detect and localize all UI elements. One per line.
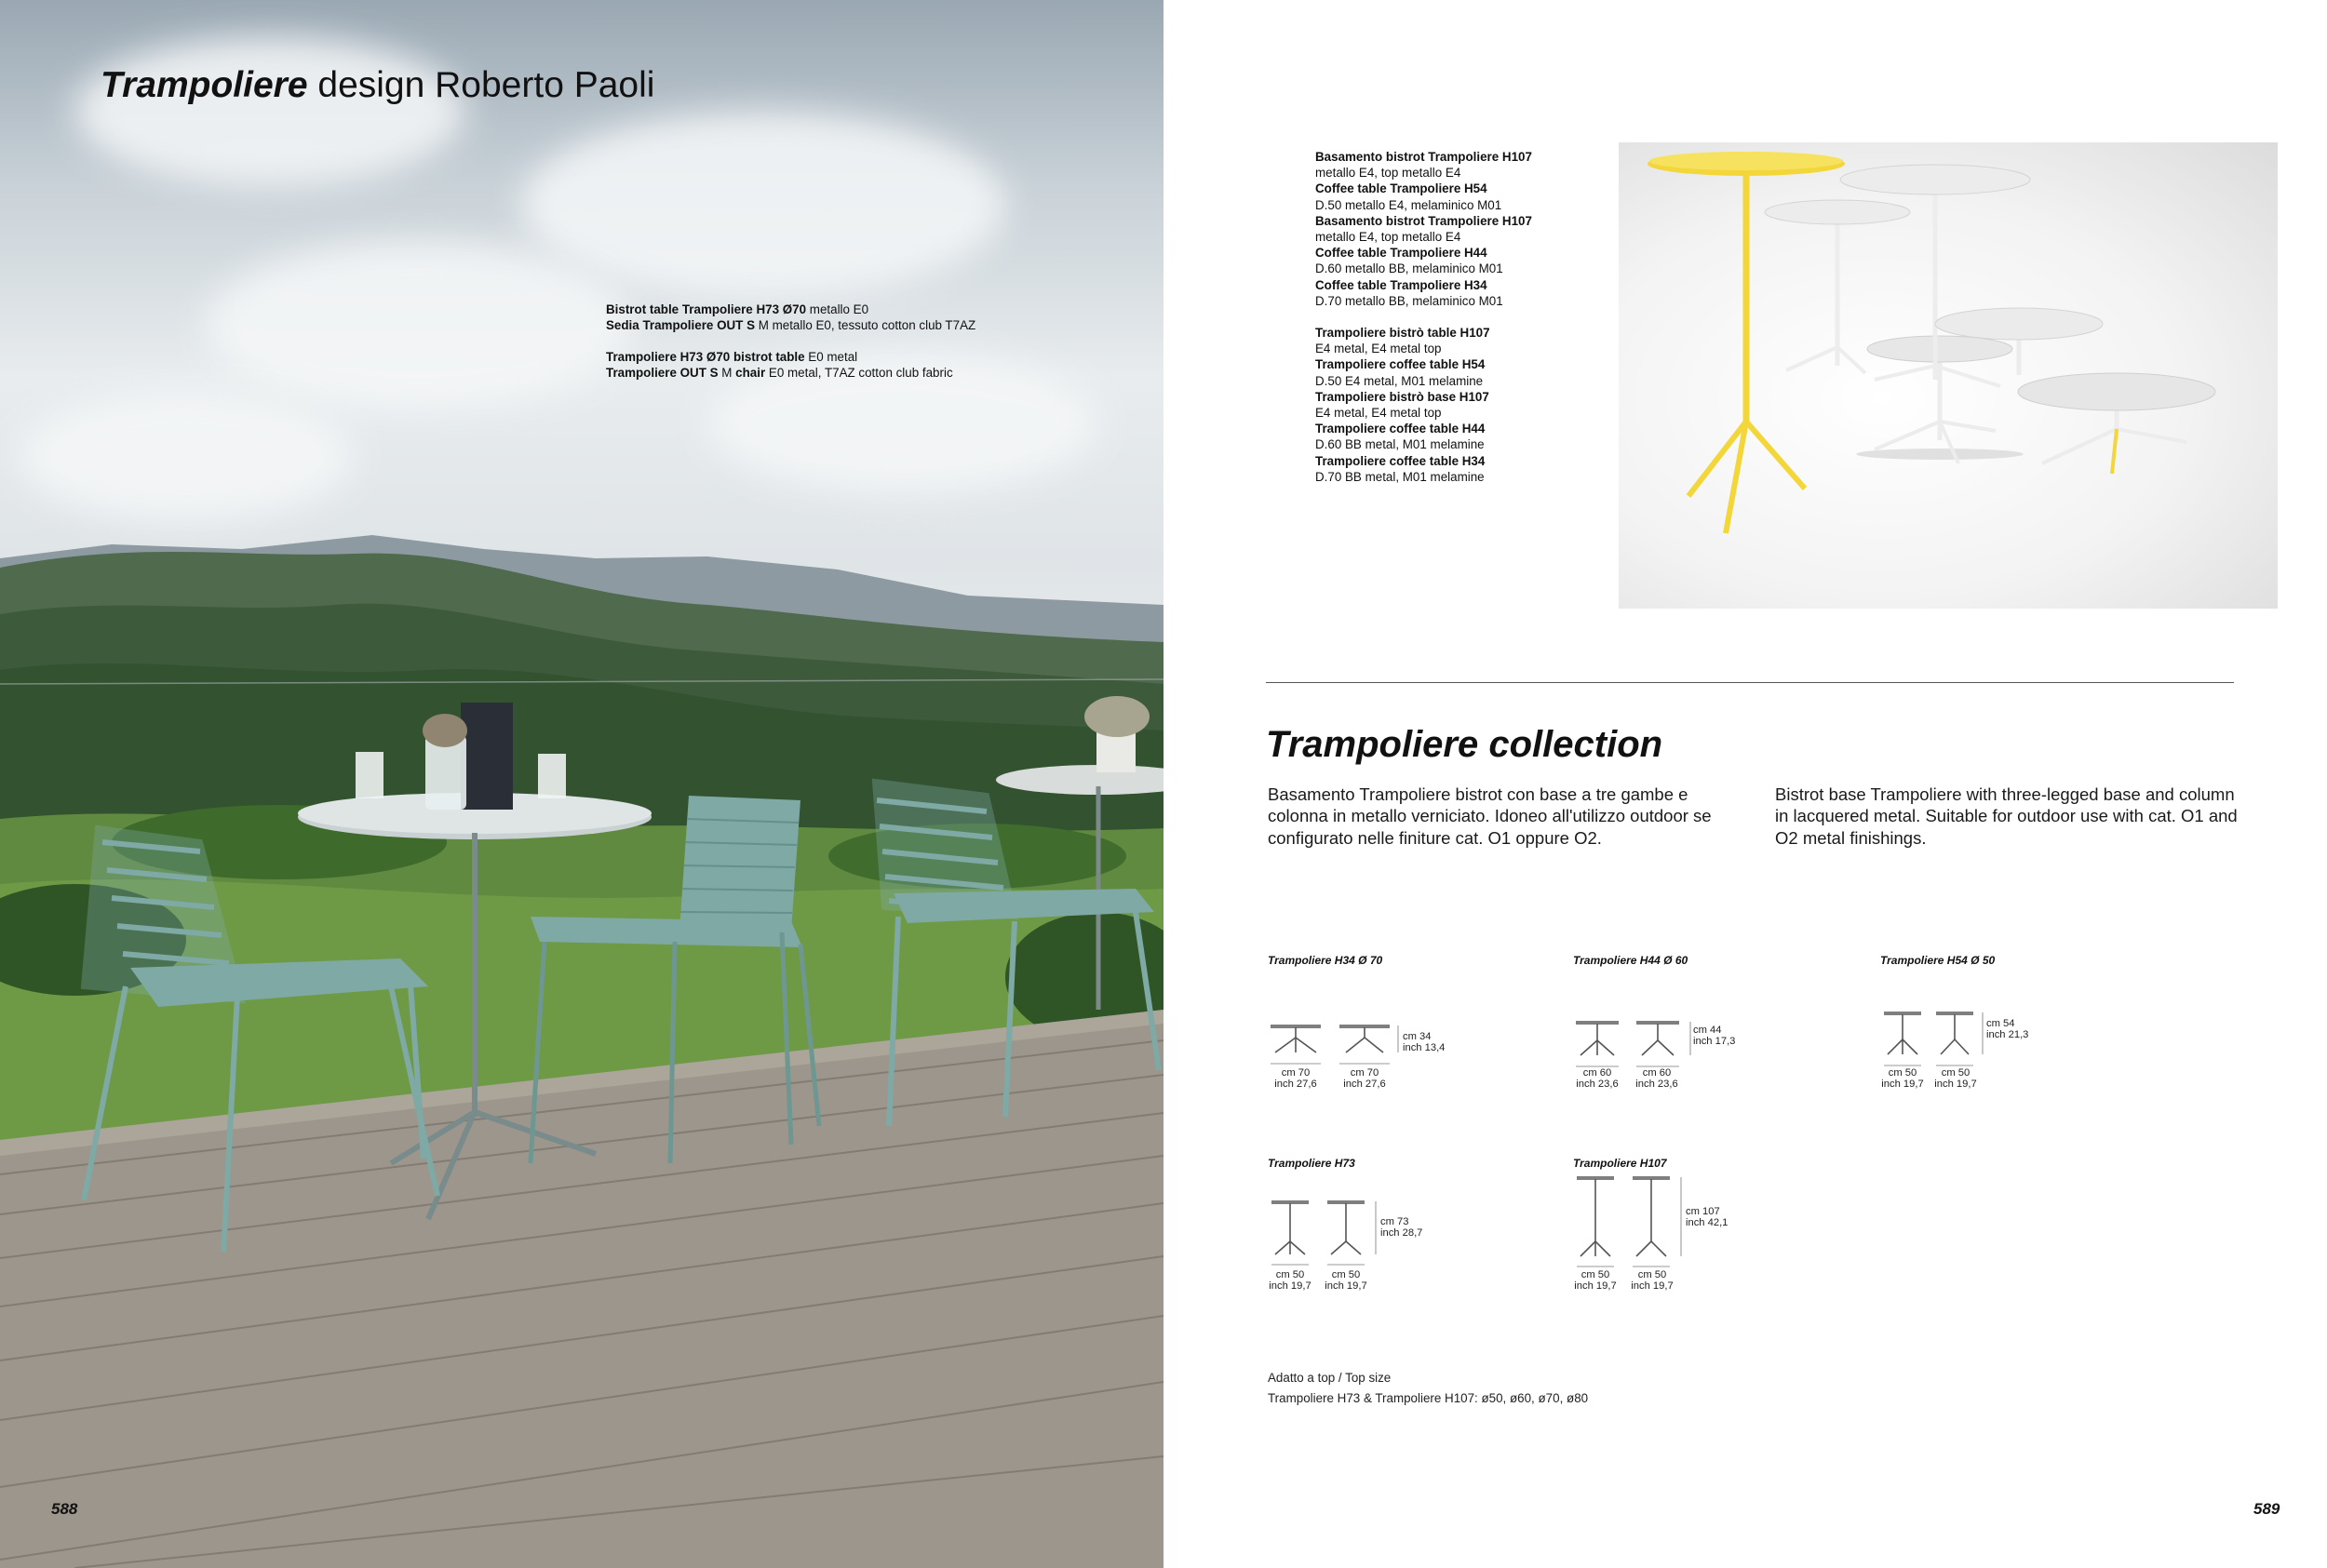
- h107-width-inch-b: inch 19,7: [1631, 1280, 1674, 1292]
- h54-width-cm-a: cm 50: [1888, 1067, 1917, 1079]
- h34-width-cm-b: cm 70: [1350, 1067, 1379, 1079]
- h44-width-inch-b: inch 23,6: [1635, 1079, 1678, 1090]
- title-product-name: Trampoliere: [101, 65, 308, 105]
- caption-line-title: Trampoliere coffee table H34: [1315, 453, 1486, 468]
- caption-line-title: Trampoliere coffee table H44: [1315, 422, 1486, 436]
- collection-title: Trampoliere collection: [1266, 724, 1663, 765]
- h73-width-cm-b: cm 50: [1331, 1269, 1361, 1280]
- h44-width-cm-b: cm 60: [1642, 1067, 1672, 1079]
- h107-width-cm-a: cm 50: [1580, 1269, 1610, 1280]
- h107-width-b: [1626, 1269, 1678, 1292]
- top-size-label: Adatto a top / Top size: [1268, 1371, 1392, 1385]
- caption-en-line1-rest: E0 metal: [804, 350, 858, 364]
- caption-en-line2-mid: M: [718, 366, 736, 380]
- model-name-h107: Trampoliere H107: [1573, 1157, 1667, 1170]
- caption-en-line2-bold: Trampoliere OUT S: [606, 366, 719, 380]
- model-name-h73: Trampoliere H73: [1268, 1157, 1355, 1170]
- caption-line-title: Basamento bistrot Trampoliere H107: [1315, 213, 1532, 228]
- h34-height: [1403, 1031, 1445, 1053]
- top-size-values: Trampoliere H73 & Trampoliere H107: ø50, ø60, ø70, ø80: [1268, 1391, 1589, 1405]
- drawing-h34: [1268, 1017, 1417, 1068]
- caption-line-detail: D.70 BB metal, M01 melamine: [1315, 469, 1485, 484]
- model-name-h34: Trampoliere H34 Ø 70: [1268, 954, 1383, 967]
- caption-it-line1-rest: metallo E0: [806, 302, 869, 316]
- h54-height: [1986, 1018, 2028, 1040]
- h73-height-inch: inch 28,7: [1380, 1227, 1423, 1239]
- h54-width-inch-b: inch 19,7: [1934, 1079, 1977, 1090]
- h54-height-cm: cm 54: [1986, 1018, 2015, 1029]
- section-divider: [1266, 682, 2234, 683]
- caption-en-line2-rest: E0 metal, T7AZ cotton club fabric: [765, 366, 953, 380]
- caption-en-line1-bold: Trampoliere H73 Ø70 bistrot table: [606, 350, 805, 364]
- h107-height-inch: inch 42,1: [1686, 1217, 1728, 1228]
- caption-line-detail: E4 metal, E4 metal top: [1315, 406, 1442, 421]
- caption-line-title: Trampoliere bistrò table H107: [1315, 326, 1490, 341]
- right-page: [1164, 0, 2327, 1568]
- caption-line-title: Trampoliere bistrò base H107: [1315, 389, 1489, 404]
- caption-en-line2-bold2: chair: [735, 366, 766, 380]
- h73-width-inch-a: inch 19,7: [1269, 1280, 1311, 1292]
- h54-width-b: [1931, 1067, 1980, 1090]
- h73-height-cm: cm 73: [1380, 1216, 1409, 1227]
- h73-width-a: [1264, 1269, 1316, 1292]
- caption-it-line1-bold: Bistrot table Trampoliere H73 Ø70: [606, 302, 807, 316]
- h73-width-cm-a: cm 50: [1275, 1269, 1305, 1280]
- h34-width-a: [1268, 1067, 1324, 1090]
- photo-caption: [606, 302, 975, 381]
- page-number-left: 588: [51, 1500, 78, 1518]
- caption-line-detail: D.60 metallo BB, melaminico M01: [1315, 261, 1503, 276]
- caption-line-title: Trampoliere coffee table H54: [1315, 357, 1486, 372]
- page-title: [101, 65, 654, 106]
- caption-line-detail: D.70 metallo BB, melaminico M01: [1315, 293, 1503, 308]
- h54-width-a: [1878, 1067, 1927, 1090]
- h34-width-b: [1337, 1067, 1392, 1090]
- tables-illustration: [1619, 142, 2278, 609]
- h44-height-inch: inch 17,3: [1693, 1036, 1736, 1047]
- description-italian: Basamento Trampoliere bistrot con base a tre gambe e colonna in metallo verniciato. Idoneo all'utilizzo outdoor se configurato nelle finiture cat. O1 oppure O2.: [1268, 784, 1712, 848]
- model-name-h54: Trampoliere H54 Ø 50: [1880, 954, 1996, 967]
- h54-height-inch: inch 21,3: [1986, 1029, 2029, 1040]
- drawing-h73: [1268, 1199, 1398, 1269]
- caption-it-line2-rest: M metallo E0, tessuto cotton club T7AZ: [755, 318, 976, 332]
- h34-width-inch-a: inch 27,6: [1274, 1079, 1317, 1090]
- model-name-h44: Trampoliere H44 Ø 60: [1573, 954, 1688, 967]
- h107-height-cm: cm 107: [1686, 1206, 1720, 1217]
- h34-width-cm-a: cm 70: [1281, 1067, 1311, 1079]
- caption-line-detail: D.50 E4 metal, M01 melamine: [1315, 373, 1484, 388]
- caption-line-title: Basamento bistrot Trampoliere H107: [1315, 150, 1532, 164]
- h34-width-inch-b: inch 27,6: [1343, 1079, 1386, 1090]
- caption-italian: [1315, 149, 1532, 309]
- description-english: Bistrot base Trampoliere with three-legged base and column in lacquered metal. Suitable for outdoor use with cat. O1 and O2 metal finishings.: [1775, 784, 2238, 848]
- page-number-right: 589: [2253, 1500, 2280, 1518]
- caption-line-detail: metallo E4, top metallo E4: [1315, 166, 1461, 181]
- h44-width-b: [1631, 1067, 1683, 1090]
- h107-width-cm-b: cm 50: [1637, 1269, 1667, 1280]
- caption-it-line2-bold: Sedia Trampoliere OUT S: [606, 318, 755, 332]
- h73-width-b: [1320, 1269, 1372, 1292]
- h54-width-inch-a: inch 19,7: [1881, 1079, 1924, 1090]
- caption-line-detail: D.50 metallo E4, melaminico M01: [1315, 197, 1502, 212]
- drawing-h44: [1573, 1014, 1713, 1070]
- h107-height: [1686, 1206, 1728, 1228]
- h34-height-inch: inch 13,4: [1403, 1042, 1446, 1053]
- caption-line-title: Coffee table Trampoliere H34: [1315, 277, 1487, 292]
- h44-height: [1693, 1025, 1735, 1047]
- drawing-h107: [1573, 1174, 1703, 1271]
- h44-width-cm-a: cm 60: [1582, 1067, 1612, 1079]
- caption-line-title: Coffee table Trampoliere H44: [1315, 246, 1487, 261]
- product-photo-caption: [1315, 149, 1532, 485]
- caption-english: [1315, 325, 1532, 485]
- h107-width-inch-a: inch 19,7: [1574, 1280, 1617, 1292]
- h73-height: [1380, 1216, 1422, 1239]
- title-designer: design Roberto Paoli: [307, 65, 655, 105]
- h44-height-cm: cm 44: [1693, 1025, 1722, 1036]
- h73-width-inch-b: inch 19,7: [1325, 1280, 1367, 1292]
- caption-line-detail: metallo E4, top metallo E4: [1315, 230, 1461, 245]
- top-size-note: [1268, 1368, 1588, 1409]
- caption-line-detail: D.60 BB metal, M01 melamine: [1315, 437, 1485, 452]
- h44-width-a: [1571, 1067, 1623, 1090]
- caption-line-detail: E4 metal, E4 metal top: [1315, 342, 1442, 356]
- h107-width-a: [1569, 1269, 1621, 1292]
- h44-width-inch-a: inch 23,6: [1576, 1079, 1619, 1090]
- h34-height-cm: cm 34: [1403, 1031, 1432, 1042]
- product-photo: [1619, 142, 2278, 609]
- caption-line-title: Coffee table Trampoliere H54: [1315, 181, 1487, 196]
- h54-width-cm-b: cm 50: [1941, 1067, 1971, 1079]
